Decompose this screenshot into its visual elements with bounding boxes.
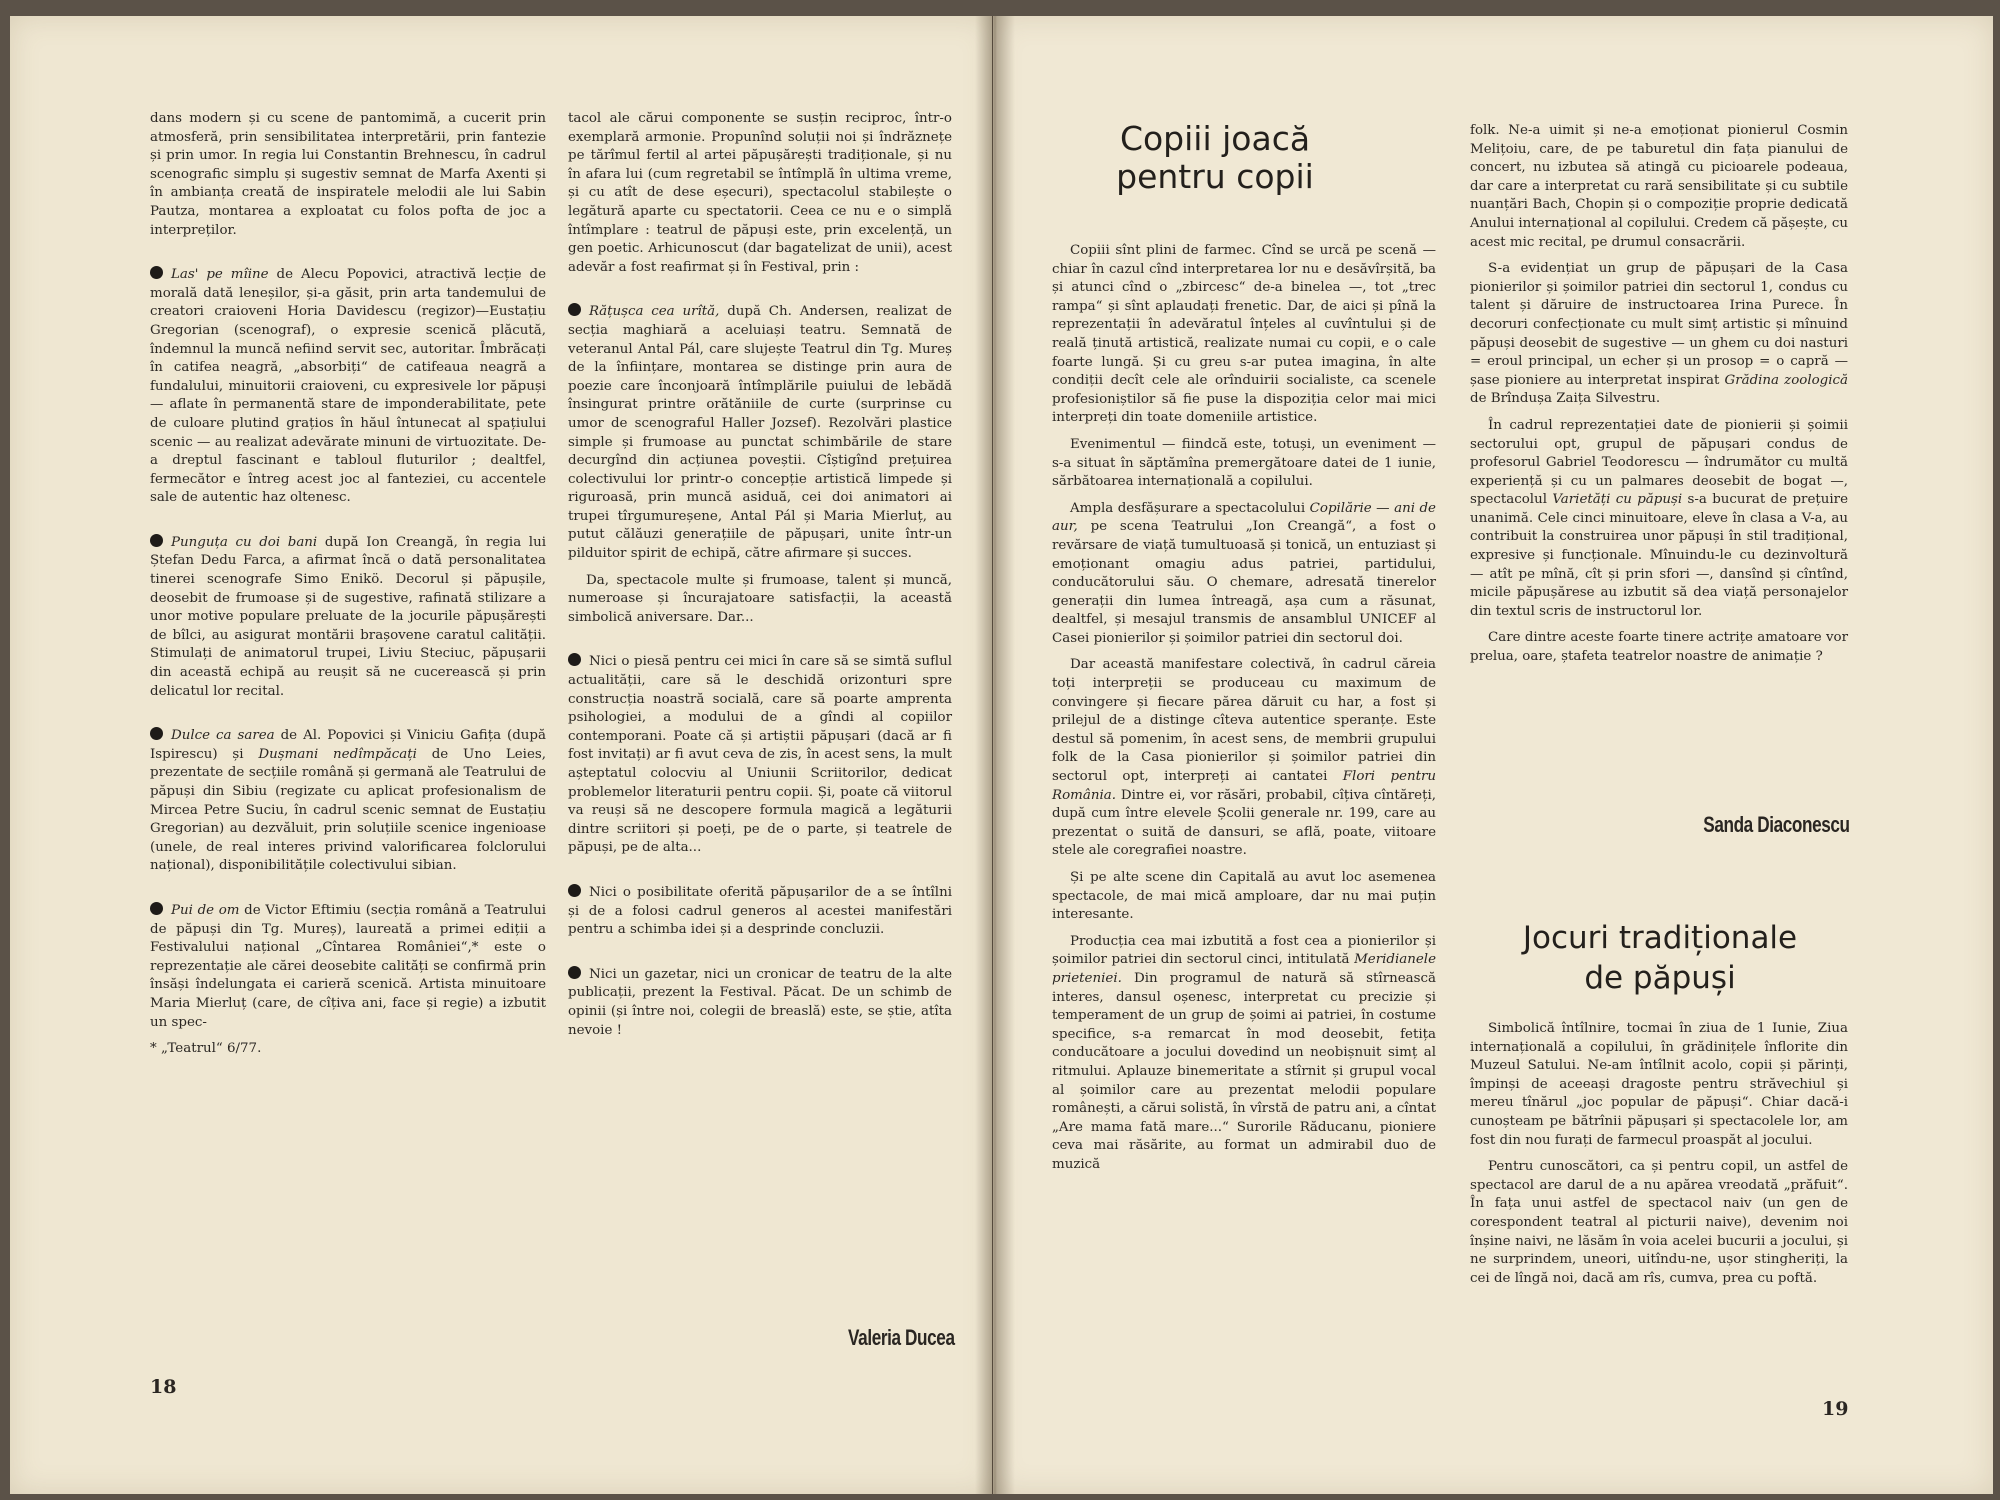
- paragraph: Da, spectacole multe și frumoase, talent și muncă, numeroase și încurajatoare satisfacții, la această simbolică aniversare. Dar...: [568, 572, 952, 625]
- bullet-icon: [150, 266, 163, 279]
- footnote: * „Teatrul“ 6/77.: [150, 1041, 262, 1057]
- bullet-icon: [568, 966, 581, 979]
- left-page-column-2: [568, 110, 952, 1048]
- book-gutter: [975, 16, 1015, 1494]
- bullet-icon: [150, 902, 163, 915]
- paragraph: folk. Ne-a uimit și ne-a emoționat pionierul Cosmin Melițoiu, care, de pe taburetul din fața pianului de concert, nu izbutea să atingă cu picioarele podeaua, dar care a interpretat cu rară sensibilitate și cu subtile nuanțări Bach, Chopin și o compoziție proprie dedicată Anului internațional al copilului. Credem că pășește, cu acest mic recital, pe drumul consacrării.: [1470, 123, 1848, 250]
- review-item: Nici o piesă pentru cei mici în care să se simtă suflul actualității, care să le deschidă orizonturi spre construcția noastră socială, care să poarte amprenta psihologiei, a modului de a gîndi al copiilor contemporani. Poate că și artiștii păpușari (dacă ar fi fost invitați) ar fi avut ceva de zis, în acest sens, la mult așteptatul colocviu al Uniunii Scriitorilor, dedicat problemelor literaturii pentru copii. Și, poate că viitorul va reuși să ne descopere formula magică a legăturii dintre scriitori și poeți, pe de o parte, și teatrele de păpuși, pe de alta...: [568, 654, 952, 856]
- bullet-icon: [150, 727, 163, 740]
- review-item: Rățușca cea urîtă, după Ch. Andersen, realizat de secția maghiară a aceluiași teatru. Semnată de veteranul Antal Pál, care slujește Teatrul din Tg. Mureș de la înființare, montarea se distinge prin aura de poezie care înconjoară întîmplările puiului de lebădă însingurat printre orătăniile de curte (surprinse cu umor de scenograful Haller Jozsef). Rezolvări plastice simple și frumoase au punctat schimbările de stare decurgînd din acțiunea poveștii. Cîștigînd prețuirea colectivului lor printr-o concepție artistică limpede și riguroasă, prin muncă asiduă, cei doi animatori ai trupei tîrgumureșene, Antal Pál și Maria Mierluț, au putut călăuzi generațiile de păpușari, unite într-un pilduitor spirit de echipă, către afirmare și succes.: [568, 304, 952, 562]
- paragraph: Ampla desfășurare a spectacolului Copilărie — ani de aur, pe scena Teatrului „Ion Creangă“, a fost o revărsare de viață tumultuoasă și tonică, un entuziast și emoționant omagiu adus patriei, partidului, conducătorului său. O chemare, adresată tinerelor generații din lumea întreagă, așa cum a răsunat, dealtfel, și mesajul transmis de ansamblul UNICEF al Casei pionierilor și șoimilor patriei din sectorul doi.: [1052, 500, 1436, 646]
- paragraph: Pentru cunoscători, ca și pentru copil, un astfel de spectacol are darul de a nu apărea vreodată „prăfuit“. În fața unui astfel de spectacol naiv (un gen de corespondent teatral al picturii naive), devenim noi înșine naivi, ne lăsăm în voia acelei bucurii a jocului, și ne surprindem, uneori, uitîndu-ne, ușor stingheriți, la cei de lîngă noi, dacă am rîs, cumva, prea cu poftă.: [1470, 1159, 1848, 1286]
- review-item: Las' pe mîine de Alecu Popovici, atractivă lecție de morală dată leneșilor, și-a găsit, prin arta tandemului de creatori craioveni Horia Davidescu (regizor)—Eustațiu Gregorian (scenograf), o expresie scenică plăcută, îndemnul la muncă nefiind servit sec, autoritar. Îmbrăcați în catifea neagră, „absorbiți“ de catifeaua neagră a fundalului, minuitorii craioveni, cu expresivele lor păpuși — aflate în permanentă stare de imponderabilitate, pete de culoare plutind grațios în hăul întunecat al spațiului scenic — au realizat adevărate minuni de virtuozitate. De-a dreptul fascinant e tabloul fluturilor ; dealtfel, fermecător e întreg acest joc al fanteziei, cu accentele sale de autentic haz oltenesc.: [150, 267, 546, 506]
- paragraph: Producția cea mai izbutită a fost cea a pionierilor și șoimilor patriei din sectorul cinci, intitulată Meridianele prieteniei. Din programul de natură să stîrnească interes, dansul oșenesc, interpretat cu precizie și temperament de un grup de șoimi ai patriei, în costume specifice, s-a remarcat în mod deosebit, fetița conducătoare a jocului dovedind un neobișnuit simț al ritmului. Aplauze binemeritate a stîrnit și grupul vocal al șoimilor care au prezentat melodii populare românești, a cărui solistă, în vîrstă de patru ani, a cîntat „Are mama fată mare...“ Surorile Răducanu, pioniere ceva mai răsărite, au format un admirabil duo de muzică: [1052, 933, 1436, 1172]
- review-item: Nici o posibilitate oferită păpușarilor de a se întîlni și de a folosi cadrul generos al acestei manifestări pentru a schimba idei și a desprinde concluzii.: [568, 884, 952, 938]
- right-page-column-1: [1052, 242, 1436, 1183]
- article-headline: Copiii joacă pentru copii: [1116, 119, 1314, 196]
- paragraph: În cadrul reprezentației date de pionierii și șoimii sectorului opt, grupul de păpușari condus de profesorul Gabriel Teodorescu — îndrumător cu multă experiență și cu un palmares deosebit de bogat —, spectacolul Varietăți cu păpuși s-a bucurat de prețuire unanimă. Cele cinci minuitoare, eleve în clasa a V-a, au contribuit la construirea unor păpuși în stil tradițional, expresive și funcționale. Mînuindu-le cu dezinvoltură — atît pe mînă, cît și prin sfori —, dansînd și cîntînd, micile păpușărese au izbutit să dea viață personajelor din textul scris de instructorul lor.: [1470, 417, 1848, 619]
- author-signature: Sanda Diaconescu: [1703, 812, 1850, 837]
- bullet-icon: [568, 653, 581, 666]
- review-item: Punguța cu doi bani după Ion Creangă, în regia lui Ștefan Dedu Farca, a afirmat încă o dată personalitatea tinerei scenografe Simo Enikö. Decorul și păpușile, deosebit de frumoase și de sugestive, rafinată stilizare a unor motive populare preluate de la jocurile păpușărești de bîlci, au asigurat montării brașovene caratul calității. Stimulați de animatorul trupei, Liviu Steciuc, păpușarii din această echipă au reușit să ne cucerească și prin delicatul lor recital.: [150, 534, 546, 699]
- review-item: Pui de om de Victor Eftimiu (secția română a Teatrului de păpuși din Tg. Mureș), laureată a primei ediții a Festivalului național „Cîntarea României“,* este o reprezentație ale cărei deosebite calități se confirmă prin însăși îndelungata ei carieră scenică. Artista minuitoare Maria Mierluț (care, de cîțiva ani, face și regie) a izbutit un spec-: [150, 902, 546, 1030]
- paragraph: tacol ale cărui componente se susțin reciproc, într-o exemplară armonie. Propunînd soluții noi și îndrăznețe pe tărîmul fertil al artei păpușărești tradiționale, și nu în afara lui (cum regretabil se întîmplă în ultima vreme, și cu atît de dese eșecuri), spectacolul stabilește o legătură aparte cu spectatorii. Ceea ce nu e o simplă întîmplare : teatrul de păpuși este, prin excelență, un gen poetic. Arhicunoscut (dar bagatelizat de unii), acest adevăr a fost reafirmat și în Festival, prin :: [568, 111, 952, 275]
- article-headline: Jocuri tradiționale de păpuși: [1522, 920, 1798, 996]
- author-signature: Valeria Ducea: [848, 1325, 955, 1350]
- bullet-icon: [568, 303, 581, 316]
- paragraph: Care dintre aceste foarte tinere actrițe amatoare vor prelua, oare, ștafeta teatrelor noastre de animație ?: [1470, 630, 1848, 665]
- paragraph: Dar această manifestare colectivă, în cadrul căreia toți interpreții se produceau cu maximum de convingere și fiecare părea dăruit cu har, a fost și prilejul de a distinge cîteva autentice speranțe. Este destul să pomenim, în acest sens, de membrii grupului folk de la Casa pionierilor și șoimilor patriei din sectorul opt, interpreți ai cantatei Flori pentru România. Dintre ei, vor răsări, probabil, cîțiva cîntăreți, după cum între elevele Școlii generale nr. 199, care au prezentat o suită de dansuri, se află, poate, viitoare stele ale coregrafiei noastre.: [1052, 657, 1436, 859]
- page-number: 19: [1822, 1398, 1849, 1420]
- paragraph: dans modern și cu scene de pantomimă, a cucerit prin atmosferă, prin sensibilitatea interpretării, prin fantezie și prin umor. In regia lui Constantin Brehnescu, în cadrul scenografic simplu și sugestiv semnat de Marfa Axenti și în ambianța creată de inspiratele melodii ale lui Sabin Pautza, montarea a exploatat cu folos pofta de joc a interpreților.: [150, 111, 546, 238]
- paragraph: Simbolică întîlnire, tocmai în ziua de 1 Iunie, Ziua internațională a copilului, în grădinițele înflorite din Muzeul Satului. Ne-am întîlnit acolo, copii și părinți, împinși de aceeași dragoste pentru străvechiul și mereu tînărul „joc popular de păpuși“. Chiar dacă-i cunoșteam pe bătrînii păpușari și spectacolele lor, am fost din nou furați de farmecul proaspăt al jocului.: [1470, 1021, 1848, 1148]
- paragraph: Copiii sînt plini de farmec. Cînd se urcă pe scenă — chiar în cazul cînd interpretarea lor nu e desăvîrșită, ba și atunci cînd o „zbircesc“ de-a binelea —, tot „trec rampa“ și sînt aplaudați frenetic. Dar, de aici și pînă la reprezentații în adevăratul înțeles al cuvîntului și de reală ținută artistică, realizate numai cu copii, e o cale foarte lungă. Și cu greu s-ar putea imagina, în alte condiții decît cele ale orînduirii socialiste, ca scenele profesioniștilor să fie puse la dispoziția celor mai mici interpreți din toate domeniile artistice.: [1052, 243, 1436, 426]
- bullet-icon: [568, 884, 581, 897]
- right-page-column-2: [1470, 122, 1848, 675]
- left-page-column-1: [150, 110, 546, 1067]
- paragraph: Evenimentul — fiindcă este, totuși, un eveniment — s-a situat în săptămîna premergătoare datei de 1 iunie, sărbătoarea internațională a copilului.: [1052, 436, 1436, 490]
- review-item: Dulce ca sarea de Al. Popovici și Viniciu Gafița (după Ispirescu) și Dușmani nedîmpăcați de Uno Leies, prezentate de secțiile română și germană ale Teatrului de păpuși din Sibiu (regizate cu aplicat profesionalism de Mircea Petre Suciu, în cadrul scenic semnat de Eustațiu Gregorian) au dezvăluit, prin soluțiile scenice ingenioase (unele, de real interes privind valorificarea folclorului național), disponibilitățile colectivului sibian.: [150, 728, 547, 874]
- right-page-column-2-lower: [1470, 1020, 1848, 1296]
- paragraph: Și pe alte scene din Capitală au avut loc asemenea spectacole, de mai mică amploare, dar nu mai puțin interesante.: [1052, 870, 1436, 923]
- page-number: 18: [150, 1376, 177, 1398]
- bullet-icon: [150, 534, 163, 547]
- review-item: Nici un gazetar, nici un cronicar de teatru de la alte publicații, prezent la Festival. Păcat. De un schimb de opinii (și între noi, colegii de breaslă) este, se știe, atîta nevoie !: [568, 966, 952, 1038]
- paragraph: S-a evidențiat un grup de păpușari de la Casa pionierilor și șoimilor patriei din sectorul 1, condus cu talent și dăruire de instructoarea Irina Purece. În decoruri confecționate cu mult simț artistic și mînuind păpuși deosebit de sugestive — un ghem cu doi nasturi = eroul principal, un echer și un prosop = o capră — șase pioniere au interpretat inspirat Grădina zoologică de Brîndușa Zaița Silvestru.: [1470, 261, 1849, 407]
